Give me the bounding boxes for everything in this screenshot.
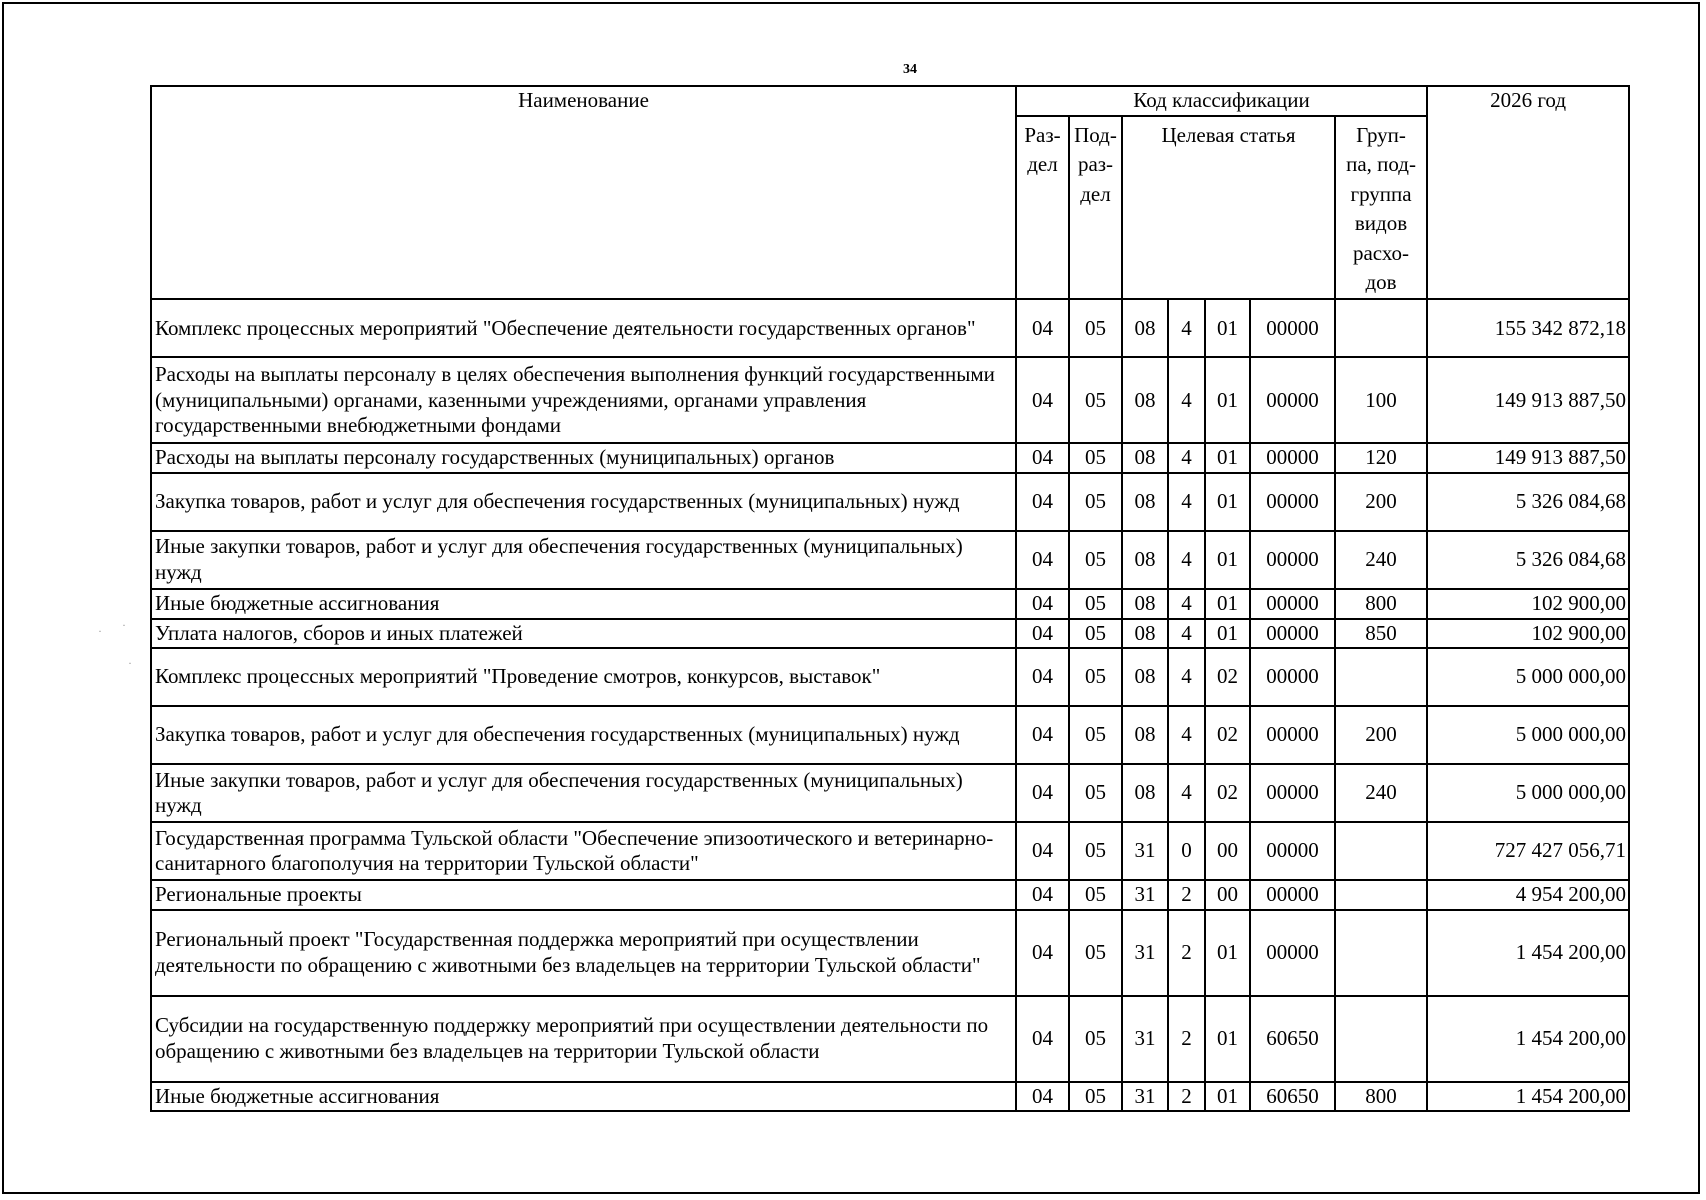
row-name: Закупка товаров, работ и услуг для обеспечения государственных (муниципальных) нужд	[151, 473, 1016, 531]
row-code-c3: 08	[1122, 589, 1168, 619]
row-code-c6: 00000	[1250, 531, 1335, 589]
table-row	[151, 910, 1629, 996]
row-amount: 5 000 000,00	[1427, 706, 1629, 764]
row-code-c4: 0	[1168, 822, 1205, 880]
row-name: Комплекс процессных мероприятий "Обеспечение деятельности государственных органов"	[151, 299, 1016, 357]
row-amount: 5 000 000,00	[1427, 764, 1629, 822]
row-code-c3: 08	[1122, 706, 1168, 764]
row-code-c4: 4	[1168, 648, 1205, 706]
scan-artifact-dot: ·	[128, 656, 132, 670]
row-name: Иные бюджетные ассигнования	[151, 589, 1016, 619]
row-name: Региональные проекты	[151, 880, 1016, 910]
row-code-c5: 01	[1205, 531, 1250, 589]
header-target-article: Целевая статья	[1122, 116, 1335, 299]
row-code-c7	[1335, 996, 1427, 1082]
header-subsection: Под- раз- дел	[1069, 116, 1122, 299]
row-code-c2: 05	[1069, 443, 1122, 473]
row-code-c7: 850	[1335, 619, 1427, 649]
row-code-c6: 00000	[1250, 648, 1335, 706]
row-name: Закупка товаров, работ и услуг для обеспечения государственных (муниципальных) нужд	[151, 706, 1016, 764]
row-code-c7	[1335, 822, 1427, 880]
row-name: Иные закупки товаров, работ и услуг для обеспечения государственных (муниципальных) нужд	[151, 764, 1016, 822]
table-row	[151, 589, 1629, 619]
row-code-c6: 00000	[1250, 619, 1335, 649]
row-code-c4: 4	[1168, 299, 1205, 357]
row-amount: 5 000 000,00	[1427, 648, 1629, 706]
header-classification: Код классификации	[1016, 86, 1427, 116]
row-code-c7: 200	[1335, 706, 1427, 764]
row-code-c5: 02	[1205, 706, 1250, 764]
row-code-c3: 08	[1122, 764, 1168, 822]
row-code-c1: 04	[1016, 764, 1069, 822]
row-code-c3: 08	[1122, 443, 1168, 473]
row-code-c6: 00000	[1250, 473, 1335, 531]
row-code-c1: 04	[1016, 619, 1069, 649]
row-code-c4: 2	[1168, 996, 1205, 1082]
table-row	[151, 357, 1629, 443]
row-amount: 727 427 056,71	[1427, 822, 1629, 880]
row-name: Комплекс процессных мероприятий "Проведение смотров, конкурсов, выставок"	[151, 648, 1016, 706]
row-code-c6: 00000	[1250, 357, 1335, 443]
row-code-c2: 05	[1069, 648, 1122, 706]
row-code-c1: 04	[1016, 299, 1069, 357]
row-code-c7	[1335, 648, 1427, 706]
row-name: Уплата налогов, сборов и иных платежей	[151, 619, 1016, 649]
table-row	[151, 299, 1629, 357]
row-code-c6: 00000	[1250, 880, 1335, 910]
row-code-c5: 00	[1205, 880, 1250, 910]
row-amount: 1 454 200,00	[1427, 910, 1629, 996]
row-code-c2: 05	[1069, 589, 1122, 619]
table-row	[151, 822, 1629, 880]
row-amount: 4 954 200,00	[1427, 880, 1629, 910]
budget-table	[150, 85, 1630, 1112]
table-body	[151, 299, 1629, 1111]
row-code-c2: 05	[1069, 1082, 1122, 1112]
row-amount: 1 454 200,00	[1427, 1082, 1629, 1112]
row-code-c1: 04	[1016, 443, 1069, 473]
row-code-c4: 4	[1168, 589, 1205, 619]
row-code-c4: 4	[1168, 531, 1205, 589]
row-code-c7	[1335, 299, 1427, 357]
row-code-c2: 05	[1069, 531, 1122, 589]
row-code-c1: 04	[1016, 357, 1069, 443]
row-code-c2: 05	[1069, 910, 1122, 996]
row-code-c6: 00000	[1250, 589, 1335, 619]
row-code-c2: 05	[1069, 764, 1122, 822]
row-code-c1: 04	[1016, 1082, 1069, 1112]
row-amount: 149 913 887,50	[1427, 357, 1629, 443]
row-code-c3: 08	[1122, 648, 1168, 706]
row-code-c4: 4	[1168, 764, 1205, 822]
row-code-c4: 4	[1168, 619, 1205, 649]
row-code-c4: 4	[1168, 706, 1205, 764]
table-row	[151, 764, 1629, 822]
row-name: Субсидии на государственную поддержку мероприятий при осуществлении деятельности по обращению с животными без владельцев на территории Тульской области	[151, 996, 1016, 1082]
row-amount: 102 900,00	[1427, 619, 1629, 649]
row-code-c1: 04	[1016, 531, 1069, 589]
row-name: Расходы на выплаты персоналу государственных (муниципальных) органов	[151, 443, 1016, 473]
row-code-c3: 31	[1122, 822, 1168, 880]
row-amount: 149 913 887,50	[1427, 443, 1629, 473]
row-code-c2: 05	[1069, 706, 1122, 764]
row-name: Иные закупки товаров, работ и услуг для обеспечения государственных (муниципальных) нужд	[151, 531, 1016, 589]
row-code-c4: 4	[1168, 473, 1205, 531]
row-code-c7: 240	[1335, 764, 1427, 822]
row-amount: 102 900,00	[1427, 589, 1629, 619]
row-code-c2: 05	[1069, 473, 1122, 531]
row-code-c1: 04	[1016, 706, 1069, 764]
row-code-c5: 01	[1205, 619, 1250, 649]
row-code-c4: 2	[1168, 910, 1205, 996]
table-row	[151, 648, 1629, 706]
row-name: Расходы на выплаты персоналу в целях обеспечения выполнения функций государственными (муниципальными) органами, казенными учреждениями, органами управления государственными внебюджетными фондами	[151, 357, 1016, 443]
row-code-c5: 01	[1205, 910, 1250, 996]
row-code-c3: 31	[1122, 880, 1168, 910]
row-code-c6: 00000	[1250, 822, 1335, 880]
row-code-c5: 02	[1205, 764, 1250, 822]
row-code-c7: 800	[1335, 589, 1427, 619]
row-code-c6: 00000	[1250, 443, 1335, 473]
row-code-c3: 08	[1122, 299, 1168, 357]
row-code-c7	[1335, 880, 1427, 910]
row-code-c1: 04	[1016, 822, 1069, 880]
row-code-c3: 31	[1122, 996, 1168, 1082]
row-code-c7: 240	[1335, 531, 1427, 589]
row-code-c4: 4	[1168, 443, 1205, 473]
row-name: Иные бюджетные ассигнования	[151, 1082, 1016, 1112]
row-code-c3: 31	[1122, 910, 1168, 996]
page-number: 34	[903, 62, 917, 77]
row-code-c3: 08	[1122, 473, 1168, 531]
row-code-c2: 05	[1069, 357, 1122, 443]
header-year: 2026 год	[1427, 86, 1629, 299]
row-code-c3: 08	[1122, 619, 1168, 649]
table-row	[151, 880, 1629, 910]
header-expense-group: Груп- па, под- группа видов расхо- дов	[1335, 116, 1427, 299]
row-code-c5: 01	[1205, 473, 1250, 531]
row-code-c6: 00000	[1250, 299, 1335, 357]
row-name: Региональный проект "Государственная поддержка мероприятий при осуществлении деятельности по обращению с животными без владельцев на территории Тульской области"	[151, 910, 1016, 996]
table-row	[151, 619, 1629, 649]
row-code-c6: 60650	[1250, 1082, 1335, 1112]
row-code-c4: 2	[1168, 1082, 1205, 1112]
row-code-c3: 08	[1122, 357, 1168, 443]
row-code-c7: 100	[1335, 357, 1427, 443]
table-row	[151, 473, 1629, 531]
row-code-c6: 00000	[1250, 764, 1335, 822]
table-row	[151, 531, 1629, 589]
row-code-c2: 05	[1069, 996, 1122, 1082]
scan-artifact-dot: ·	[122, 618, 126, 632]
table-row	[151, 996, 1629, 1082]
header-name: Наименование	[151, 86, 1016, 299]
row-code-c7	[1335, 910, 1427, 996]
table-row	[151, 1082, 1629, 1112]
row-code-c3: 08	[1122, 531, 1168, 589]
row-amount: 1 454 200,00	[1427, 996, 1629, 1082]
scan-artifact-dot: ·	[98, 624, 102, 638]
row-code-c2: 05	[1069, 299, 1122, 357]
row-code-c5: 01	[1205, 357, 1250, 443]
row-code-c7: 800	[1335, 1082, 1427, 1112]
row-code-c3: 31	[1122, 1082, 1168, 1112]
row-amount: 5 326 084,68	[1427, 531, 1629, 589]
table-row	[151, 443, 1629, 473]
row-code-c4: 2	[1168, 880, 1205, 910]
row-code-c1: 04	[1016, 473, 1069, 531]
row-code-c2: 05	[1069, 880, 1122, 910]
row-code-c5: 01	[1205, 299, 1250, 357]
row-code-c1: 04	[1016, 910, 1069, 996]
row-code-c6: 00000	[1250, 706, 1335, 764]
row-code-c6: 60650	[1250, 996, 1335, 1082]
row-code-c5: 00	[1205, 822, 1250, 880]
row-code-c4: 4	[1168, 357, 1205, 443]
row-code-c2: 05	[1069, 822, 1122, 880]
row-code-c5: 01	[1205, 996, 1250, 1082]
row-code-c5: 01	[1205, 1082, 1250, 1112]
row-code-c1: 04	[1016, 996, 1069, 1082]
row-code-c1: 04	[1016, 648, 1069, 706]
row-code-c5: 01	[1205, 443, 1250, 473]
row-code-c2: 05	[1069, 619, 1122, 649]
row-code-c6: 00000	[1250, 910, 1335, 996]
row-code-c7: 120	[1335, 443, 1427, 473]
row-code-c5: 02	[1205, 648, 1250, 706]
header-section: Раз- дел	[1016, 116, 1069, 299]
row-code-c1: 04	[1016, 589, 1069, 619]
row-code-c5: 01	[1205, 589, 1250, 619]
row-amount: 155 342 872,18	[1427, 299, 1629, 357]
table-row	[151, 706, 1629, 764]
row-name: Государственная программа Тульской области "Обеспечение эпизоотического и ветеринарно-санитарного благополучия на территории Тульской области"	[151, 822, 1016, 880]
row-amount: 5 326 084,68	[1427, 473, 1629, 531]
row-code-c7: 200	[1335, 473, 1427, 531]
row-code-c1: 04	[1016, 880, 1069, 910]
